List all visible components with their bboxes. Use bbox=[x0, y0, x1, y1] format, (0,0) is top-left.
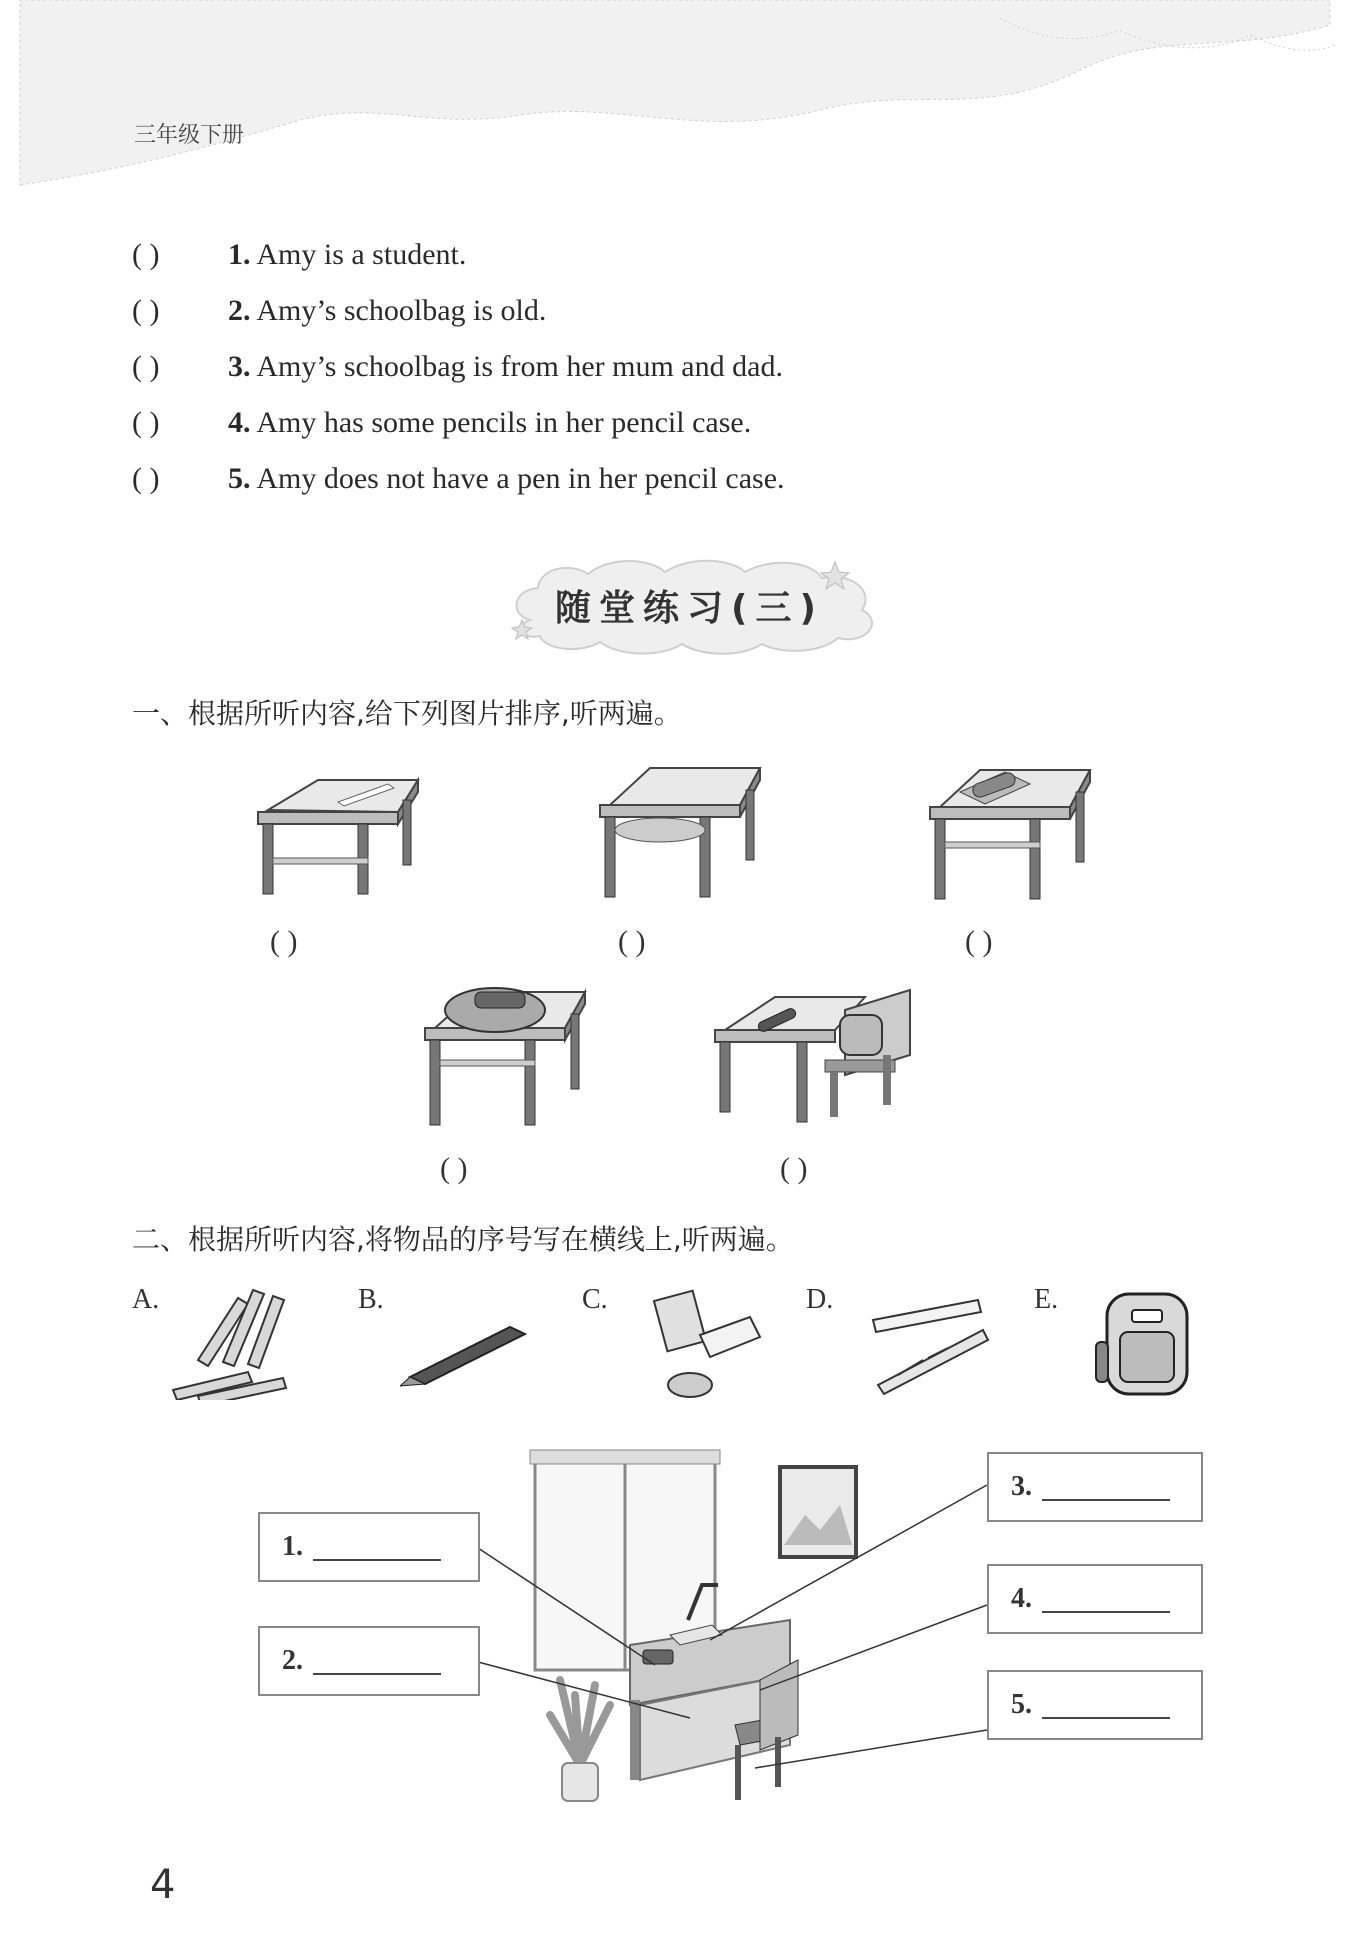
answer-paren[interactable]: ( ) bbox=[132, 238, 160, 271]
desk-with-ruler-image bbox=[238, 770, 438, 910]
label-box-4: 4. bbox=[987, 1564, 1203, 1634]
label-box-1: 1. bbox=[258, 1512, 480, 1582]
header-cloud-decoration bbox=[0, 0, 1350, 200]
schoolbag-icon bbox=[1092, 1282, 1202, 1402]
tf-item: ( ) 5. Amy does not have a pen in her pencil case. bbox=[132, 462, 785, 495]
grade-label: 三年级下册 bbox=[134, 123, 245, 148]
ruler-icon bbox=[868, 1290, 998, 1400]
label-box-3: 3. bbox=[987, 1452, 1203, 1522]
order-paren[interactable]: ( ) bbox=[618, 925, 646, 958]
answer-paren[interactable]: ( ) bbox=[132, 350, 160, 383]
desk-with-schoolbag-under-image bbox=[580, 760, 780, 910]
label-box-5: 5. bbox=[987, 1670, 1203, 1740]
exercise-title: 随堂练习(三) bbox=[555, 588, 824, 629]
answer-blank[interactable] bbox=[1042, 1473, 1170, 1501]
label-box-2: 2. bbox=[258, 1626, 480, 1696]
answer-blank[interactable] bbox=[313, 1533, 441, 1561]
desk-with-schoolbag-on-top-image bbox=[405, 980, 605, 1140]
option-letter-c: C. bbox=[582, 1284, 608, 1315]
pencil-box-eraser-icon bbox=[650, 1285, 770, 1405]
page-number: 4 bbox=[150, 1862, 176, 1908]
room-illustration bbox=[520, 1445, 880, 1815]
option-letter-b: B. bbox=[358, 1284, 384, 1315]
section2-instruction: 二、根据所听内容,将物品的序号写在横线上,听两遍。 bbox=[132, 1223, 794, 1256]
option-letter-a: A. bbox=[132, 1284, 160, 1315]
tf-item: ( ) 3. Amy’s schoolbag is from her mum and dad. bbox=[132, 350, 783, 383]
section1-instruction: 一、根据所听内容,给下列图片排序,听两遍。 bbox=[132, 697, 682, 730]
answer-blank[interactable] bbox=[1042, 1691, 1170, 1719]
order-paren[interactable]: ( ) bbox=[270, 925, 298, 958]
desk-and-chair-with-bag-image bbox=[705, 985, 925, 1145]
order-paren[interactable]: ( ) bbox=[440, 1152, 468, 1185]
order-paren[interactable]: ( ) bbox=[780, 1152, 808, 1185]
tf-item: ( ) 1. Amy is a student. bbox=[132, 238, 467, 271]
option-letter-d: D. bbox=[806, 1284, 834, 1315]
tf-item: ( ) 4. Amy has some pencils in her pencil case. bbox=[132, 406, 752, 439]
tf-item: ( ) 2. Amy’s schoolbag is old. bbox=[132, 294, 547, 327]
option-letter-e: E. bbox=[1034, 1284, 1059, 1315]
answer-blank[interactable] bbox=[1042, 1585, 1170, 1613]
pen-icon bbox=[400, 1312, 550, 1392]
answer-paren[interactable]: ( ) bbox=[132, 406, 160, 439]
answer-paren[interactable]: ( ) bbox=[132, 462, 160, 495]
order-paren[interactable]: ( ) bbox=[965, 925, 993, 958]
desk-with-pencil-case-image bbox=[910, 762, 1110, 912]
answer-paren[interactable]: ( ) bbox=[132, 294, 160, 327]
pencils-icon bbox=[168, 1280, 318, 1400]
answer-blank[interactable] bbox=[313, 1647, 441, 1675]
